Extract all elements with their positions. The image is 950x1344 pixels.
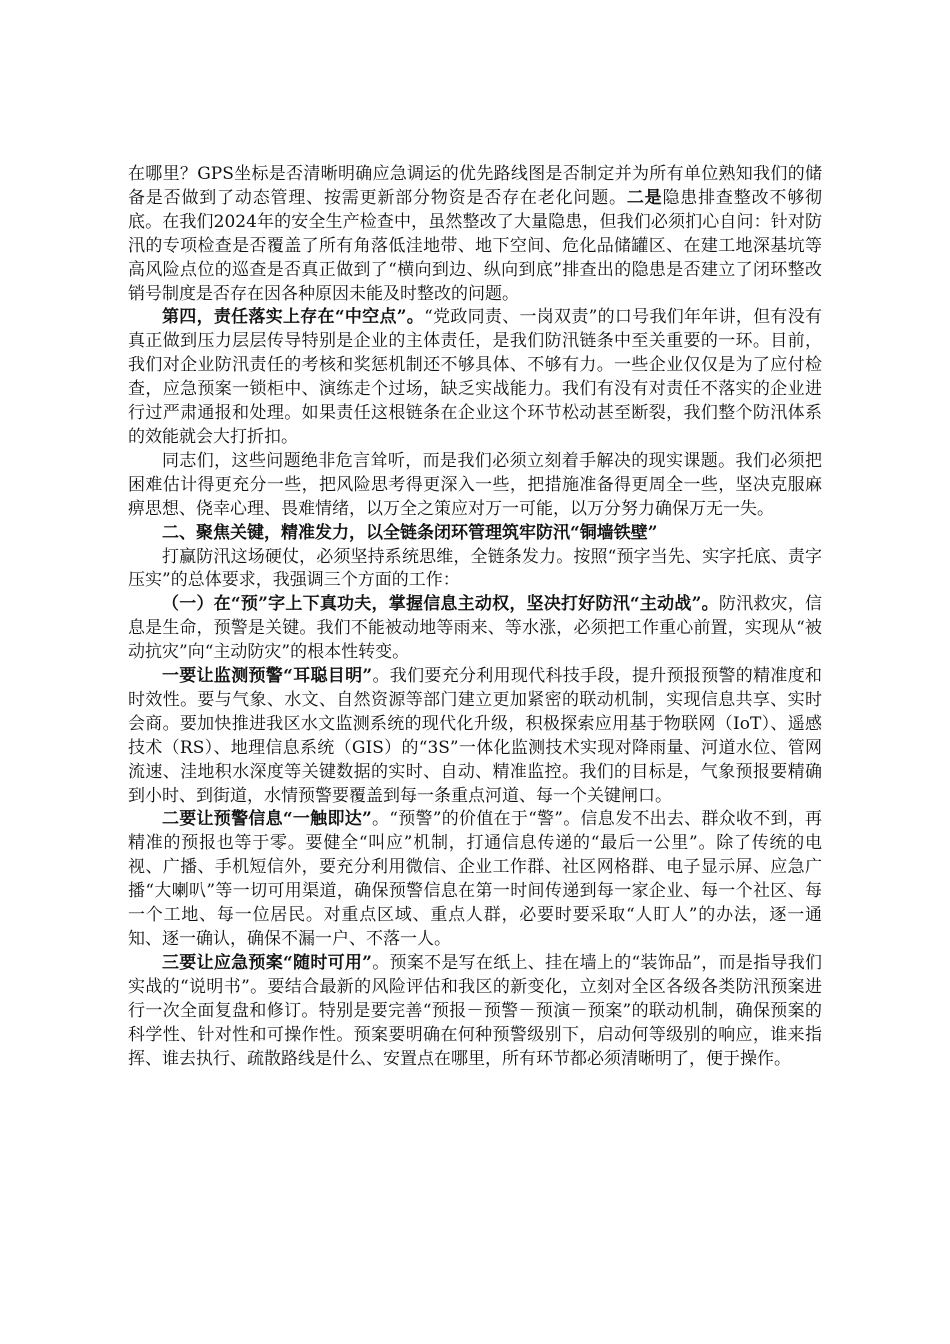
paragraph-2-body: “党政同责、一岗双责”的口号我们年年讲，但有没有真正做到压力层层传导特别是企业的主体责任，是我们防汛链条中至关重要的一环。目前，我们对企业防汛责任的考核和奖惩机制还不够具体、不够有力。一些企业仅仅是为了应付检查，应急预案一锁柜中、演练走个过场，缺乏实战能力。我们有没有对责任不落实的企业进行过严肃通报和处理。如果责任这根链条在企业这个环节松动甚至断裂，我们整个防汛体系的效能就会大打折扣。 xyxy=(128,307,822,447)
paragraph-3 xyxy=(128,450,822,522)
paragraph-7-body: 。我们要充分利用现代科技手段，提升预报预警的精准度和时效性。要与气象、水文、自然资源等部门建立更加紧密的联动机制，实现信息共享、实时会商。要加快推进我区水文监测系统的现代化升级，积极探索应用基于物联网（IoT）、遥感技术（RS）、地理信息系统（GIS）的“3S”一体化监测技术实现对降雨量、河道水位、管网流速、洼地积水深度等关键数据的实时、自动、精准监控。我们的目标是，气象预报要精确到小时、到街道，水情预警要覆盖到每一条重点河道、每一个关键闸口。 xyxy=(128,666,822,806)
paragraph-5-body: 打赢防汛这场硬仗，必须坚持系统思维，全链条发力。按照“预字当先、实字托底、责字压实”的总体要求，我强调三个方面的工作： xyxy=(128,546,822,591)
paragraph-1 xyxy=(128,163,822,306)
paragraph-8-body: 。“预警”的价值在于“警”。信息发不出去、群众收不到，再精准的预报也等于零。要健全“叫应”机制，打通信息传递的“最后一公里”。除了传统的电视、广播、手机短信外，要充分利用微信、企业工作群、社区网格群、电子显示屏、应急广播“大喇叭”等一切可用渠道，确保预警信息在第一时间传递到每一家企业、每一个社区、每一个工地、每一位居民。对重点区域、重点人群，必要时要采取“人盯人”的办法，逐一通知、逐一确认，确保不漏一户、不落一人。 xyxy=(128,809,822,949)
document-page xyxy=(128,163,822,1071)
paragraph-1-run-3: 隐患排查整改不够彻底。在我们2024年的安全生产检查中，虽然整改了大量隐患，但我们必须扪心自问：针对防汛的专项检查是否覆盖了所有角落低洼地带、地下空间、危化品储罐区、在建工地深基坑等高风险点位的巡查是否真正做到了“横向到边、纵向到底”排查出的隐患是否建立了闭环整改销号制度是否存在因各种原因未能及时整改的问题。 xyxy=(128,187,823,304)
paragraph-9-body: 。预案不是写在纸上、挂在墙上的“装饰品”，而是指导我们实战的“说明书”。要结合最新的风险评估和我区的新变化，立刻对全区各级各类防汛预案进行一次全面复盘和修订。特别是要完善“预报－预警－预演－预案”的联动机制，确保预案的科学性、针对性和可操作性。预案要明确在何种预警级别下，启动何等级别的响应，谁来指挥、谁去执行、疏散路线是什么、安置点在哪里，所有环节都必须清晰明了，便于操作。 xyxy=(128,952,822,1069)
paragraph-6-body: 防汛救灾，信息是生命，预警是关键。我们不能被动地等雨来、等水涨，必须把工作重心前置，实现从“被动抗灾”向“主动防灾”的根本性转变。 xyxy=(128,594,822,663)
paragraph-1-run-2: 二是 xyxy=(626,187,663,208)
paragraph-1-run-1: 在哪里？GPS坐标是否清晰明确应急调运的优先路线图是否制定并为所有单位熟知我们的储备是否做到了动态管理、按需更新部分物资是否存在老化问题。 xyxy=(128,164,822,208)
paragraph-9-heading: 三要让应急预案“随时可用” xyxy=(162,952,372,973)
paragraph-3-body: 同志们，这些问题绝非危言耸听，而是我们必须立刻着手解决的现实课题。我们必须把困难估计得更充分一些，把风险思考得更深入一些，把措施准备得更周全一些，坚决克服麻痹思想、侥幸心理、畏难情绪，以万全之策应对万一可能，以万分努力确保万无一失。 xyxy=(128,450,822,519)
paragraph-8-heading: 二要让预警信息“一触即达” xyxy=(162,809,372,830)
paragraph-6 xyxy=(128,593,822,665)
paragraph-5 xyxy=(128,546,822,594)
paragraph-9 xyxy=(128,952,822,1072)
paragraph-2-heading: 第四，责任落实上存在“中空点”。 xyxy=(162,307,425,328)
paragraph-6-heading: （一）在“预”字上下真功夫，掌握信息主动权，坚决打好防汛“主动战”。 xyxy=(162,594,719,615)
paragraph-2 xyxy=(128,306,822,449)
section-heading-2-text: 二、聚焦关键，精准发力，以全链条闭环管理筑牢防汛“铜墙铁壁” xyxy=(162,522,658,543)
paragraph-7-heading: 一要让监测预警“耳聪目明” xyxy=(162,666,373,687)
paragraph-7 xyxy=(128,665,822,808)
paragraph-8 xyxy=(128,808,822,951)
section-heading-2 xyxy=(128,522,822,546)
